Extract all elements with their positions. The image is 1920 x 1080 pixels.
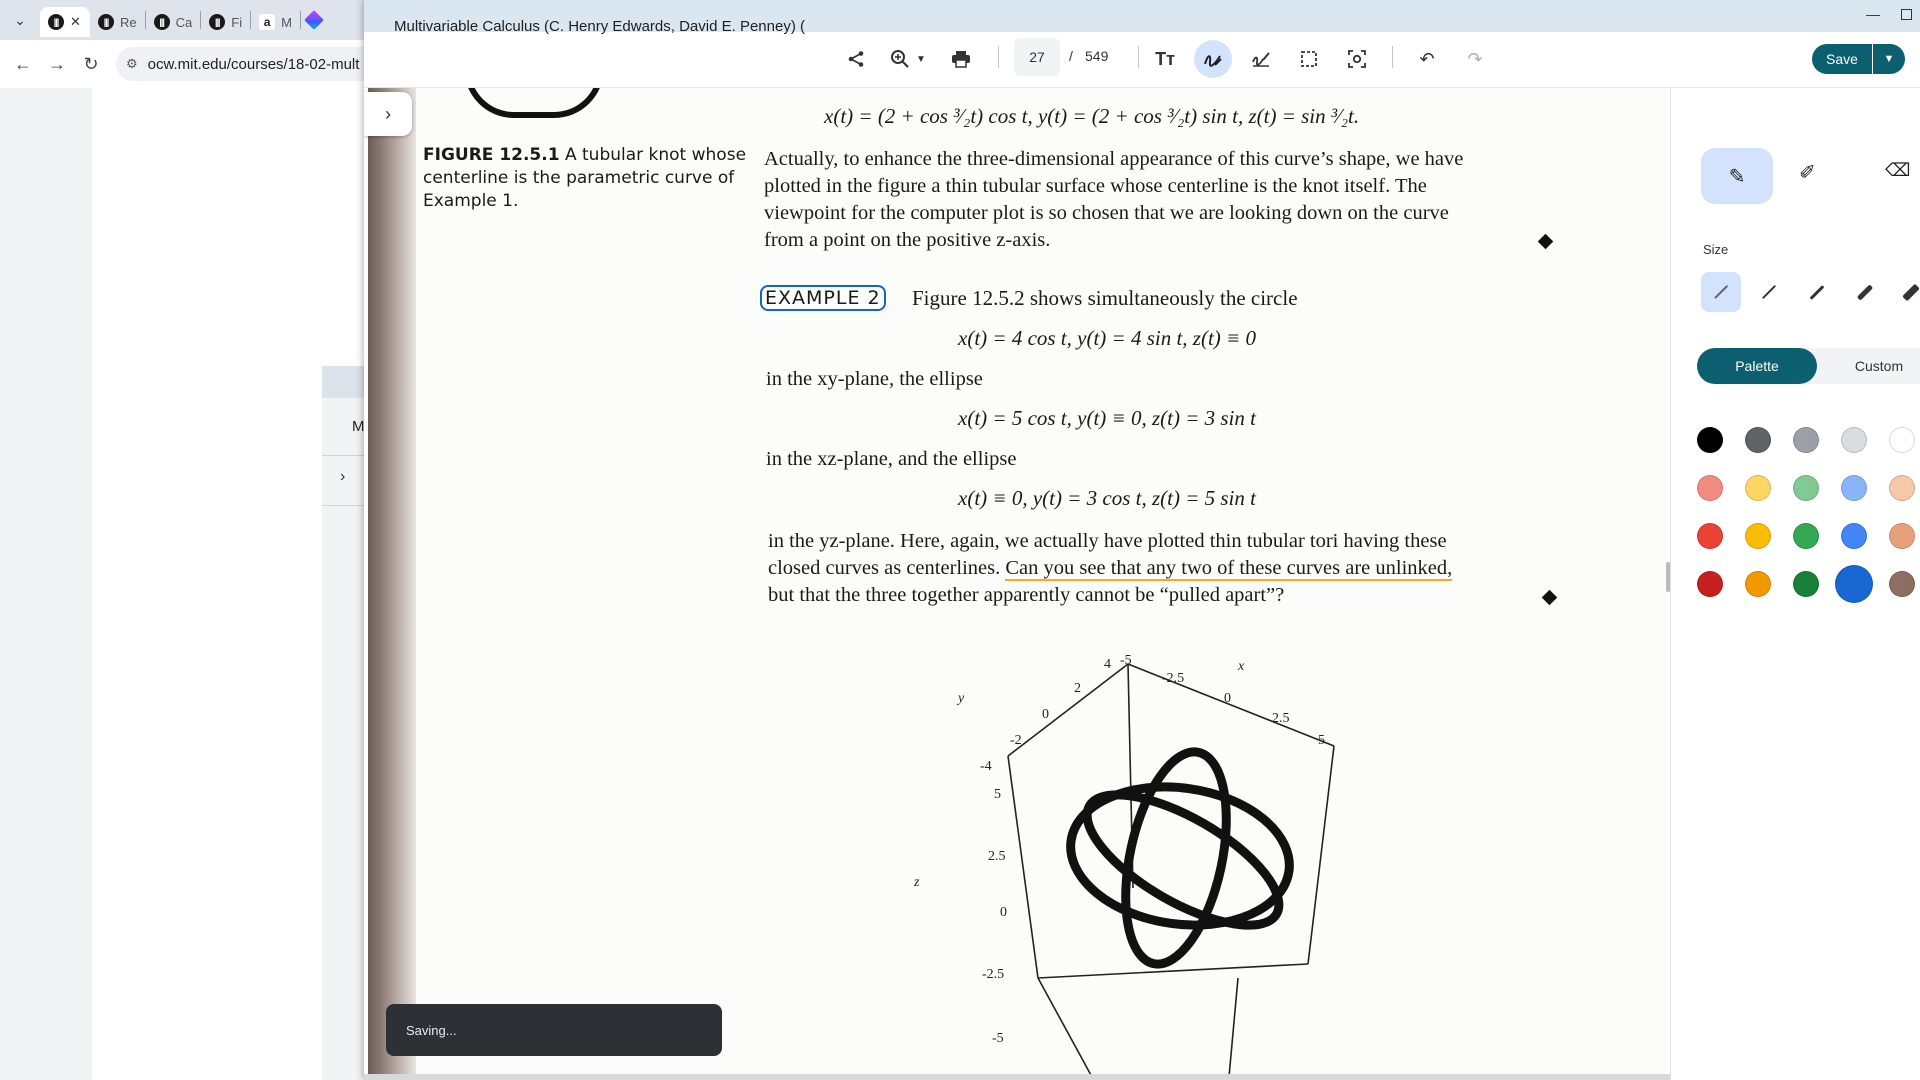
figure-caption — [423, 144, 753, 213]
tick-x: -2.5 — [1162, 671, 1185, 686]
size-line-icon — [1762, 285, 1776, 299]
highlighter-icon: ✐ — [1799, 162, 1816, 184]
caption-label: FIGURE 12.5.1 — [423, 145, 560, 165]
pdf-viewer-window — [364, 0, 1920, 1080]
toolbar-divider — [1138, 46, 1139, 68]
arrow-left-icon: ← — [14, 53, 32, 74]
axis-label-y: y — [958, 691, 965, 706]
paragraph-line: in the xz-plane, and the ellipse — [766, 448, 1017, 470]
print-icon — [951, 50, 971, 68]
color-swatch[interactable] — [1841, 523, 1867, 549]
paragraph-text: closed curves as centerlines. — [768, 557, 1006, 579]
print-button[interactable] — [942, 40, 980, 78]
color-swatch[interactable] — [1697, 475, 1723, 501]
tick-y: 0 — [1042, 707, 1049, 722]
caret-down-icon: ▼ — [1883, 53, 1895, 65]
paragraph-line: but that the three together apparently cannot be “pulled apart”? — [768, 584, 1285, 606]
horizontal-scrollbar[interactable] — [364, 1074, 1670, 1080]
tick-x: -5 — [1120, 653, 1132, 668]
selection-icon — [1300, 50, 1318, 68]
browser-toolbar — [0, 40, 364, 88]
size-option-2[interactable] — [1749, 272, 1789, 312]
underlined-annotation: Can you see that any two of these curves are unlinked, — [1005, 557, 1453, 579]
figure-12-5-2 — [908, 648, 1378, 1080]
color-swatch[interactable] — [1793, 427, 1819, 453]
color-swatch[interactable] — [1889, 427, 1915, 453]
back-button[interactable] — [8, 49, 38, 79]
tab-label: Ca — [175, 14, 193, 30]
caption-text: A tubular knot whose centerline is the parametric curve of Example 1. — [423, 145, 747, 211]
browser-tab[interactable] — [146, 7, 201, 37]
toolbar-divider — [1392, 46, 1393, 68]
tick-y: -4 — [980, 759, 992, 774]
chevron-right-icon: › — [385, 103, 391, 124]
tab-label: Fi — [231, 14, 243, 30]
color-swatch[interactable] — [1793, 523, 1819, 549]
eraser-tool-button[interactable] — [1885, 160, 1910, 181]
color-swatch[interactable] — [1841, 427, 1867, 453]
viewer-toolbar — [364, 32, 1920, 88]
text-tool-button[interactable] — [1146, 40, 1184, 78]
size-line-icon — [1902, 283, 1920, 301]
pen-icon: ✎ — [1728, 165, 1746, 188]
browser-tab[interactable] — [90, 7, 145, 37]
background-panel-header — [322, 366, 364, 398]
color-swatch[interactable] — [1745, 523, 1771, 549]
document-area — [364, 88, 1670, 1080]
ocw-logo-icon: ||| — [154, 14, 170, 30]
axis-line — [1008, 756, 1038, 978]
tab-search-button[interactable] — [0, 0, 40, 40]
document-title: Multivariable Calculus (C. Henry Edwards, David E. Penney) ( — [394, 18, 805, 35]
pdf-page — [368, 88, 1666, 1080]
axis-line — [1008, 664, 1128, 756]
share-icon — [847, 50, 865, 68]
equation-ellipse-yz: x(t) ≡ 0, y(t) = 3 cos t, z(t) = 5 sin t — [958, 486, 1256, 510]
size-label: Size — [1703, 242, 1729, 257]
divider — [322, 505, 364, 506]
screenshot-search-button[interactable] — [1338, 40, 1376, 78]
tick-x: 2.5 — [1272, 711, 1290, 726]
minimize-icon[interactable]: — — [1866, 6, 1880, 22]
paragraph-line: plotted in the figure a thin tubular surface whose centerline is the knot itself. The — [764, 175, 1427, 197]
app-cube-icon[interactable] — [304, 10, 324, 30]
ellipse-torus-xz — [1109, 743, 1244, 973]
color-swatch[interactable] — [1841, 475, 1867, 501]
page-separator: / — [1069, 48, 1073, 64]
ocw-logo-icon: ||| — [98, 14, 114, 30]
highlighter-tool-button[interactable] — [1242, 40, 1280, 78]
browser-tab[interactable] — [201, 7, 250, 37]
size-option-3[interactable] — [1797, 272, 1837, 312]
color-swatch[interactable] — [1697, 427, 1723, 453]
color-swatch[interactable] — [1745, 571, 1771, 597]
paragraph-line: from a point on the positive z-axis. — [764, 229, 1051, 251]
color-swatch[interactable] — [1745, 475, 1771, 501]
tab-custom[interactable]: Custom — [1854, 358, 1904, 374]
browser-tab[interactable] — [251, 7, 300, 37]
paragraph-line — [768, 555, 1452, 582]
url-text: ocw.mit.edu/courses/18-02-mult — [147, 55, 360, 73]
tick-z: -2.5 — [982, 967, 1005, 982]
axis-label-x: x — [1238, 659, 1245, 674]
arrow-right-icon: → — [48, 53, 66, 74]
equation-ellipse-xz: x(t) = 5 cos t, y(t) ≡ 0, z(t) = 3 sin t — [958, 406, 1256, 430]
color-swatch[interactable] — [1745, 427, 1771, 453]
color-swatch[interactable] — [1793, 475, 1819, 501]
address-bar[interactable] — [116, 47, 364, 81]
color-swatch[interactable] — [1697, 571, 1723, 597]
axis-line — [1308, 746, 1334, 964]
equation-knot: x(t) = (2 + cos ³⁄₂t) cos t, y(t) = (2 + cos ³⁄₂t) sin t, z(t) = sin ³⁄₂t. — [824, 104, 1360, 128]
reload-icon: ↻ — [83, 53, 99, 74]
tick-y: 2 — [1074, 681, 1081, 696]
select-area-button[interactable] — [1290, 40, 1328, 78]
size-option-4[interactable] — [1845, 272, 1885, 312]
amazon-logo-icon: a — [259, 14, 275, 30]
equation-circle: x(t) = 4 cos t, y(t) = 4 sin t, z(t) ≡ 0 — [958, 326, 1256, 350]
size-option-5[interactable] — [1891, 272, 1920, 312]
page-number-input[interactable]: 27 — [1014, 38, 1060, 76]
page-binding-shadow — [368, 88, 416, 1080]
highlighter-tool-button[interactable] — [1799, 160, 1816, 185]
background-sidebar — [0, 88, 92, 1080]
maximize-icon[interactable] — [1901, 9, 1912, 20]
zoom-button[interactable] — [880, 40, 936, 78]
tab-separator — [300, 11, 301, 29]
annotation-panel — [1670, 88, 1920, 1080]
figure-12-5-1-fragment — [464, 88, 604, 118]
sidebar-toggle-button[interactable] — [364, 92, 412, 136]
paragraph-line: Actually, to enhance the three-dimensional appearance of this curve’s shape, we have — [764, 148, 1464, 170]
site-settings-icon[interactable]: ⚙ — [126, 56, 138, 71]
tick-y: -2 — [1010, 733, 1022, 748]
chevron-down-icon: ⌄ — [14, 11, 26, 28]
ocw-logo-icon: ||| — [209, 14, 225, 30]
axis-line — [1228, 978, 1238, 1080]
save-options-button[interactable] — [1873, 44, 1905, 74]
axis-label-z: z — [914, 875, 920, 890]
background-panel-text: M — [352, 418, 365, 435]
close-tab-icon[interactable]: ✕ — [70, 14, 81, 29]
undo-icon: ↶ — [1419, 48, 1435, 69]
share-button[interactable] — [837, 40, 875, 78]
tick-x: 5 — [1318, 733, 1325, 748]
size-line-icon — [1810, 285, 1825, 300]
undo-button[interactable] — [1408, 40, 1446, 78]
tab-label: M — [281, 14, 292, 30]
zoom-in-icon — [890, 49, 910, 69]
color-swatch[interactable] — [1889, 523, 1915, 549]
eraser-icon: ⌫ — [1885, 160, 1911, 180]
draw-icon — [1203, 50, 1223, 68]
paragraph-line: viewpoint for the computer plot is so chosen that we are looking down on the curve — [764, 202, 1449, 224]
axis-line — [1038, 964, 1308, 978]
pen-tool-button[interactable] — [1701, 148, 1773, 204]
color-swatch[interactable] — [1889, 571, 1915, 597]
axis-line — [1128, 664, 1334, 746]
redo-icon: ↷ — [1467, 48, 1483, 69]
redo-button[interactable] — [1456, 40, 1494, 78]
tick-z: -5 — [992, 1031, 1004, 1046]
tick-z: 0 — [1000, 905, 1007, 920]
paragraph-line: in the yz-plane. Here, again, we actually have plotted thin tubular tori having these — [768, 530, 1447, 552]
text-size-icon: Tт — [1155, 48, 1175, 69]
saving-toast: Saving... — [386, 1004, 722, 1056]
color-swatch[interactable] — [1697, 523, 1723, 549]
browser-tab-strip — [0, 0, 364, 40]
save-button[interactable]: Save — [1812, 44, 1872, 74]
page-total: 549 — [1085, 48, 1109, 64]
end-of-example-marker — [1538, 234, 1554, 250]
lens-icon — [1347, 49, 1367, 69]
example-text: Figure 12.5.2 shows simultaneously the circle — [912, 286, 1298, 310]
size-line-icon — [1714, 285, 1728, 299]
paragraph-line: in the xy-plane, the ellipse — [766, 368, 983, 390]
chevron-right-icon[interactable]: › — [340, 468, 346, 485]
browser-tab-active[interactable] — [40, 7, 90, 37]
signature-icon — [1251, 50, 1271, 68]
size-option-1[interactable] — [1701, 272, 1741, 312]
size-line-icon — [1857, 284, 1873, 300]
example-label-annotated: EXAMPLE 2 — [760, 285, 886, 311]
draw-tool-button[interactable] — [1194, 40, 1232, 78]
ocw-logo-icon: ||| — [48, 14, 64, 30]
tick-z: 5 — [994, 787, 1001, 802]
tab-palette[interactable]: Palette — [1697, 348, 1817, 384]
caret-down-icon: ▼ — [916, 53, 926, 65]
color-swatch[interactable] — [1835, 565, 1873, 603]
forward-button[interactable] — [42, 49, 72, 79]
color-swatch[interactable] — [1889, 475, 1915, 501]
tick-x: 0 — [1224, 691, 1231, 706]
toolbar-divider — [998, 46, 999, 68]
divider — [322, 455, 364, 456]
tick-z: 2.5 — [988, 849, 1006, 864]
tab-label: Re — [120, 14, 137, 30]
axis-line — [1038, 978, 1098, 1080]
reload-button[interactable] — [76, 49, 106, 79]
tick-y: 4 — [1104, 657, 1111, 672]
end-of-example-marker — [1542, 590, 1558, 606]
color-swatch[interactable] — [1793, 571, 1819, 597]
